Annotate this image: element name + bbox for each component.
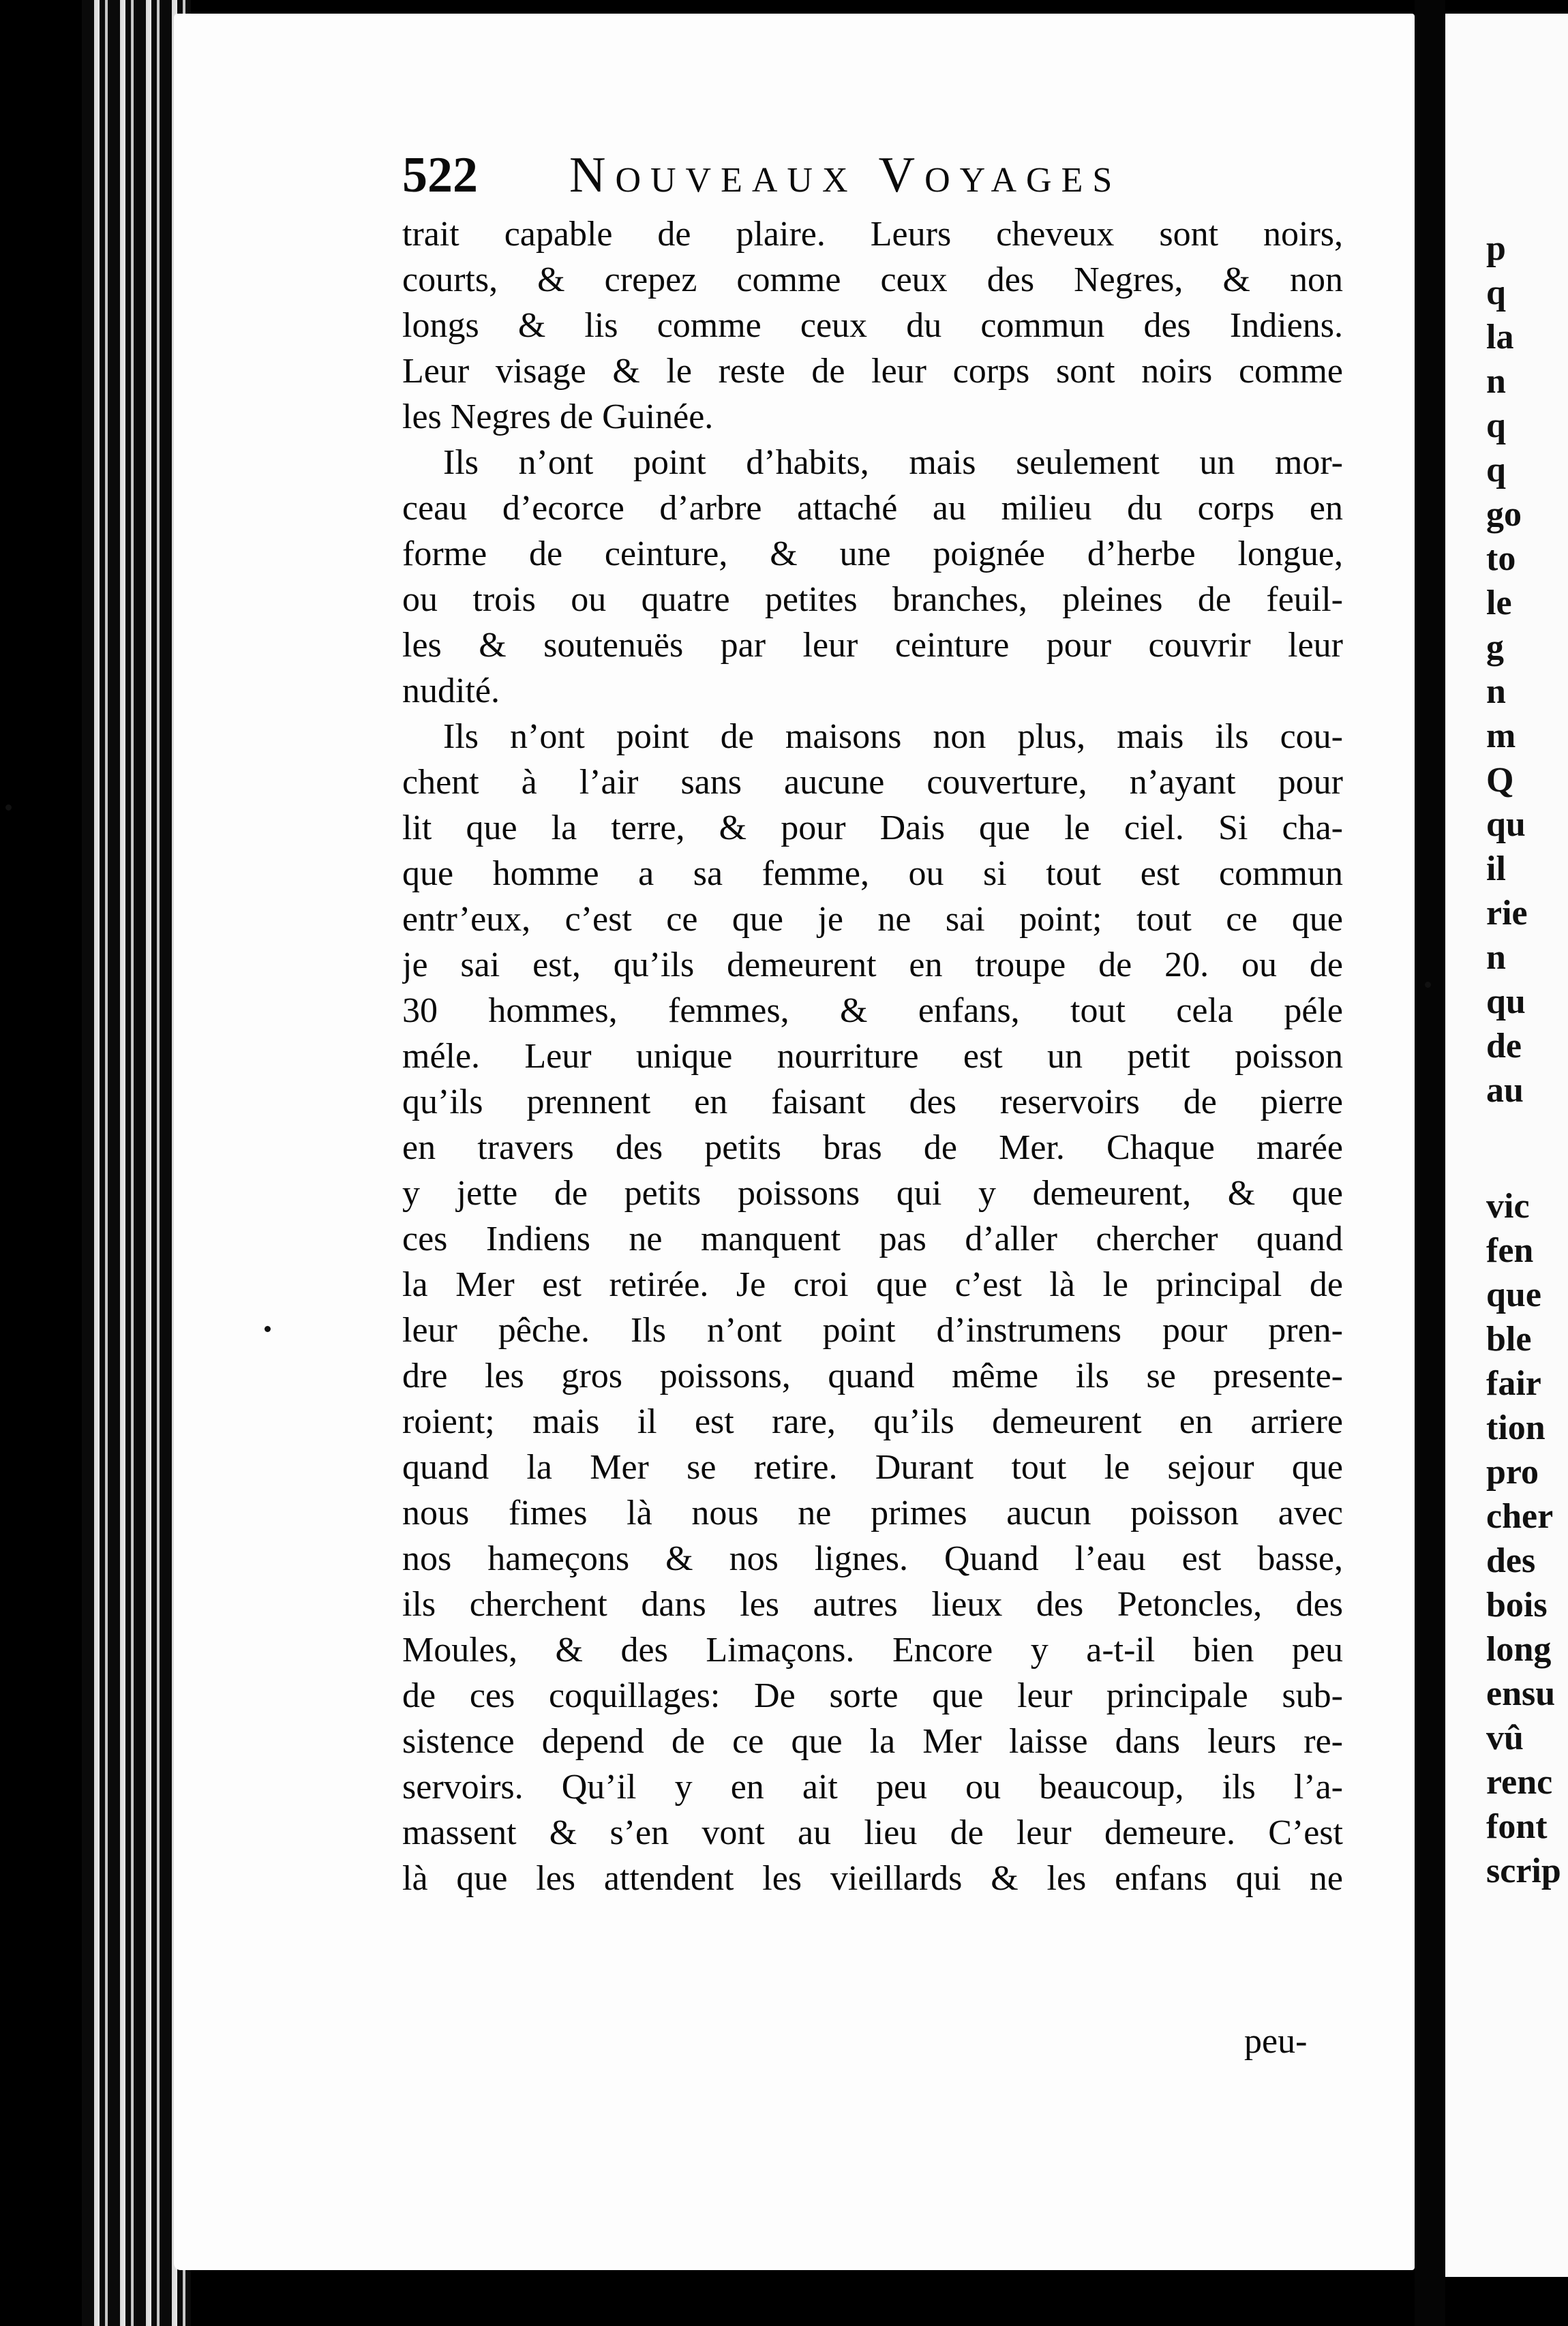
scan-speck <box>5 804 12 811</box>
facing-page-fragment: qu <box>1486 805 1526 844</box>
text-line: forme de ceinture, & une poignée d’herbe longue, <box>402 534 1343 573</box>
text-line: sistence depend de ce que la Mer laisse dans leurs re- <box>402 1722 1343 1761</box>
facing-page-fragment: fair <box>1486 1364 1541 1403</box>
facing-page-fragment: p <box>1486 229 1506 268</box>
text-line: ceau d’ecorce d’arbre attaché au milieu du corps en <box>402 489 1343 528</box>
text-line: en travers des petits bras de Mer. Chaque marée <box>402 1128 1343 1167</box>
facing-page-fragment: fen <box>1486 1231 1534 1270</box>
text-line: ou trois ou quatre petites branches, pleines de feuil- <box>402 580 1343 619</box>
facing-page-fragment: q <box>1486 406 1506 445</box>
text-line: là que les attendent les vieillards & les enfans qui ne <box>402 1859 1343 1898</box>
facing-page-fragment: de <box>1486 1027 1522 1066</box>
text-line: que homme a sa femme, ou si tout est commun <box>402 854 1343 893</box>
facing-page-fragment: n <box>1486 672 1506 711</box>
text-line: roient; mais il est rare, qu’ils demeurent en arriere <box>402 1402 1343 1441</box>
text-line: leur pêche. Ils n’ont point d’instrumens pour pren- <box>402 1311 1343 1350</box>
facing-page-fragment: go <box>1486 495 1522 534</box>
scan-speck <box>1425 982 1431 988</box>
body-text <box>402 211 1343 1901</box>
facing-page-fragment: il <box>1486 849 1506 888</box>
text-line: dre les gros poissons, quand même ils se presente- <box>402 1357 1343 1395</box>
running-title: Nouveaux Voyages <box>569 147 1122 203</box>
facing-page <box>1445 14 1568 2277</box>
facing-page-fragment: cher <box>1486 1497 1554 1536</box>
facing-page-fragment: tion <box>1486 1408 1546 1447</box>
facing-page-fragment: m <box>1486 716 1516 755</box>
text-line: méle. Leur unique nourriture est un petit poisson <box>402 1037 1343 1076</box>
text-line: servoirs. Qu’il y en ait peu ou beaucoup, ils l’a- <box>402 1768 1343 1807</box>
text-line: Moules, & des Limaçons. Encore y a-t-il bien peu <box>402 1631 1343 1670</box>
text-line: la Mer est retirée. Je croi que c’est là le principal de <box>402 1265 1343 1304</box>
facing-page-fragment: rie <box>1486 894 1528 933</box>
text-line: 30 hommes, femmes, & enfans, tout cela péle <box>402 991 1343 1030</box>
text-line: trait capable de plaire. Leurs cheveux sont noirs, <box>402 215 1343 254</box>
facing-page-fragment: ble <box>1486 1320 1532 1359</box>
facing-page-fragment: n <box>1486 362 1506 401</box>
facing-page-fragment: le <box>1486 584 1512 622</box>
book-gutter <box>1415 0 1445 2326</box>
facing-page-fragment: Q <box>1486 761 1514 800</box>
facing-page-fragment: pro <box>1486 1453 1539 1492</box>
facing-page-fragment: g <box>1486 628 1504 667</box>
catchword: peu- <box>1244 2022 1308 2061</box>
text-line: nos hameçons & nos lignes. Quand l’eau est basse, <box>402 1539 1343 1578</box>
text-line: les Negres de Guinée. <box>402 397 714 436</box>
facing-page-fragment: des <box>1486 1541 1536 1580</box>
facing-page-fragment: vic <box>1486 1187 1530 1226</box>
facing-page-fragment: ensu <box>1486 1674 1556 1713</box>
facing-page-fragment: scrip <box>1486 1852 1561 1890</box>
page-header <box>402 140 1336 215</box>
text-line: longs & lis comme ceux du commun des Indiens. <box>402 306 1343 345</box>
text-line: Ils n’ont point d’habits, mais seulement un mor- <box>443 443 1343 482</box>
text-line: de ces coquillages: De sorte que leur principale sub- <box>402 1676 1343 1715</box>
facing-page-fragment: n <box>1486 938 1506 977</box>
facing-page-fragment: vû <box>1486 1719 1524 1757</box>
text-line: Ils n’ont point de maisons non plus, mais ils cou- <box>443 717 1343 756</box>
facing-page-fragment: q <box>1486 273 1506 312</box>
facing-page-fragment: renc <box>1486 1763 1553 1802</box>
facing-page-fragment: to <box>1486 539 1516 578</box>
page-number: 522 <box>402 147 478 203</box>
text-line: courts, & crepez comme ceux des Negres, & non <box>402 260 1343 299</box>
text-line: entr’eux, c’est ce que je ne sai point; tout ce que <box>402 900 1343 939</box>
text-line: nous fimes là nous ne primes aucun poisson avec <box>402 1494 1343 1532</box>
text-line: chent à l’air sans aucune couverture, n’ayant pour <box>402 763 1343 802</box>
text-line: massent & s’en vont au lieu de leur demeure. C’est <box>402 1813 1343 1852</box>
text-line: quand la Mer se retire. Durant tout le sejour que <box>402 1448 1343 1487</box>
facing-page-fragment: q <box>1486 451 1506 489</box>
facing-page-fragment: bois <box>1486 1586 1548 1625</box>
text-line: lit que la terre, & pour Dais que le ciel. Si cha- <box>402 809 1343 847</box>
facing-page-fragment: long <box>1486 1630 1552 1669</box>
text-line: je sai est, qu’ils demeurent en troupe de 20. ou de <box>402 946 1343 984</box>
facing-page-fragment: que <box>1486 1275 1541 1314</box>
facing-page-fragment: qu <box>1486 982 1526 1021</box>
text-line: y jette de petits poissons qui y demeurent, & que <box>402 1174 1343 1213</box>
text-line: qu’ils prennent en faisant des reservoirs de pierre <box>402 1083 1343 1121</box>
text-line: Leur visage & le reste de leur corps sont noirs comme <box>402 352 1343 391</box>
facing-page-fragment: font <box>1486 1807 1548 1846</box>
text-line: ils cherchent dans les autres lieux des Petoncles, des <box>402 1585 1343 1624</box>
text-line: nudité. <box>402 671 500 710</box>
facing-page-fragment: la <box>1486 318 1514 357</box>
scan-speck <box>265 1326 271 1332</box>
text-line: les & soutenuës par leur ceinture pour couvrir leur <box>402 626 1343 665</box>
facing-page-fragment: au <box>1486 1071 1524 1110</box>
text-line: ces Indiens ne manquent pas d’aller chercher quand <box>402 1220 1343 1258</box>
